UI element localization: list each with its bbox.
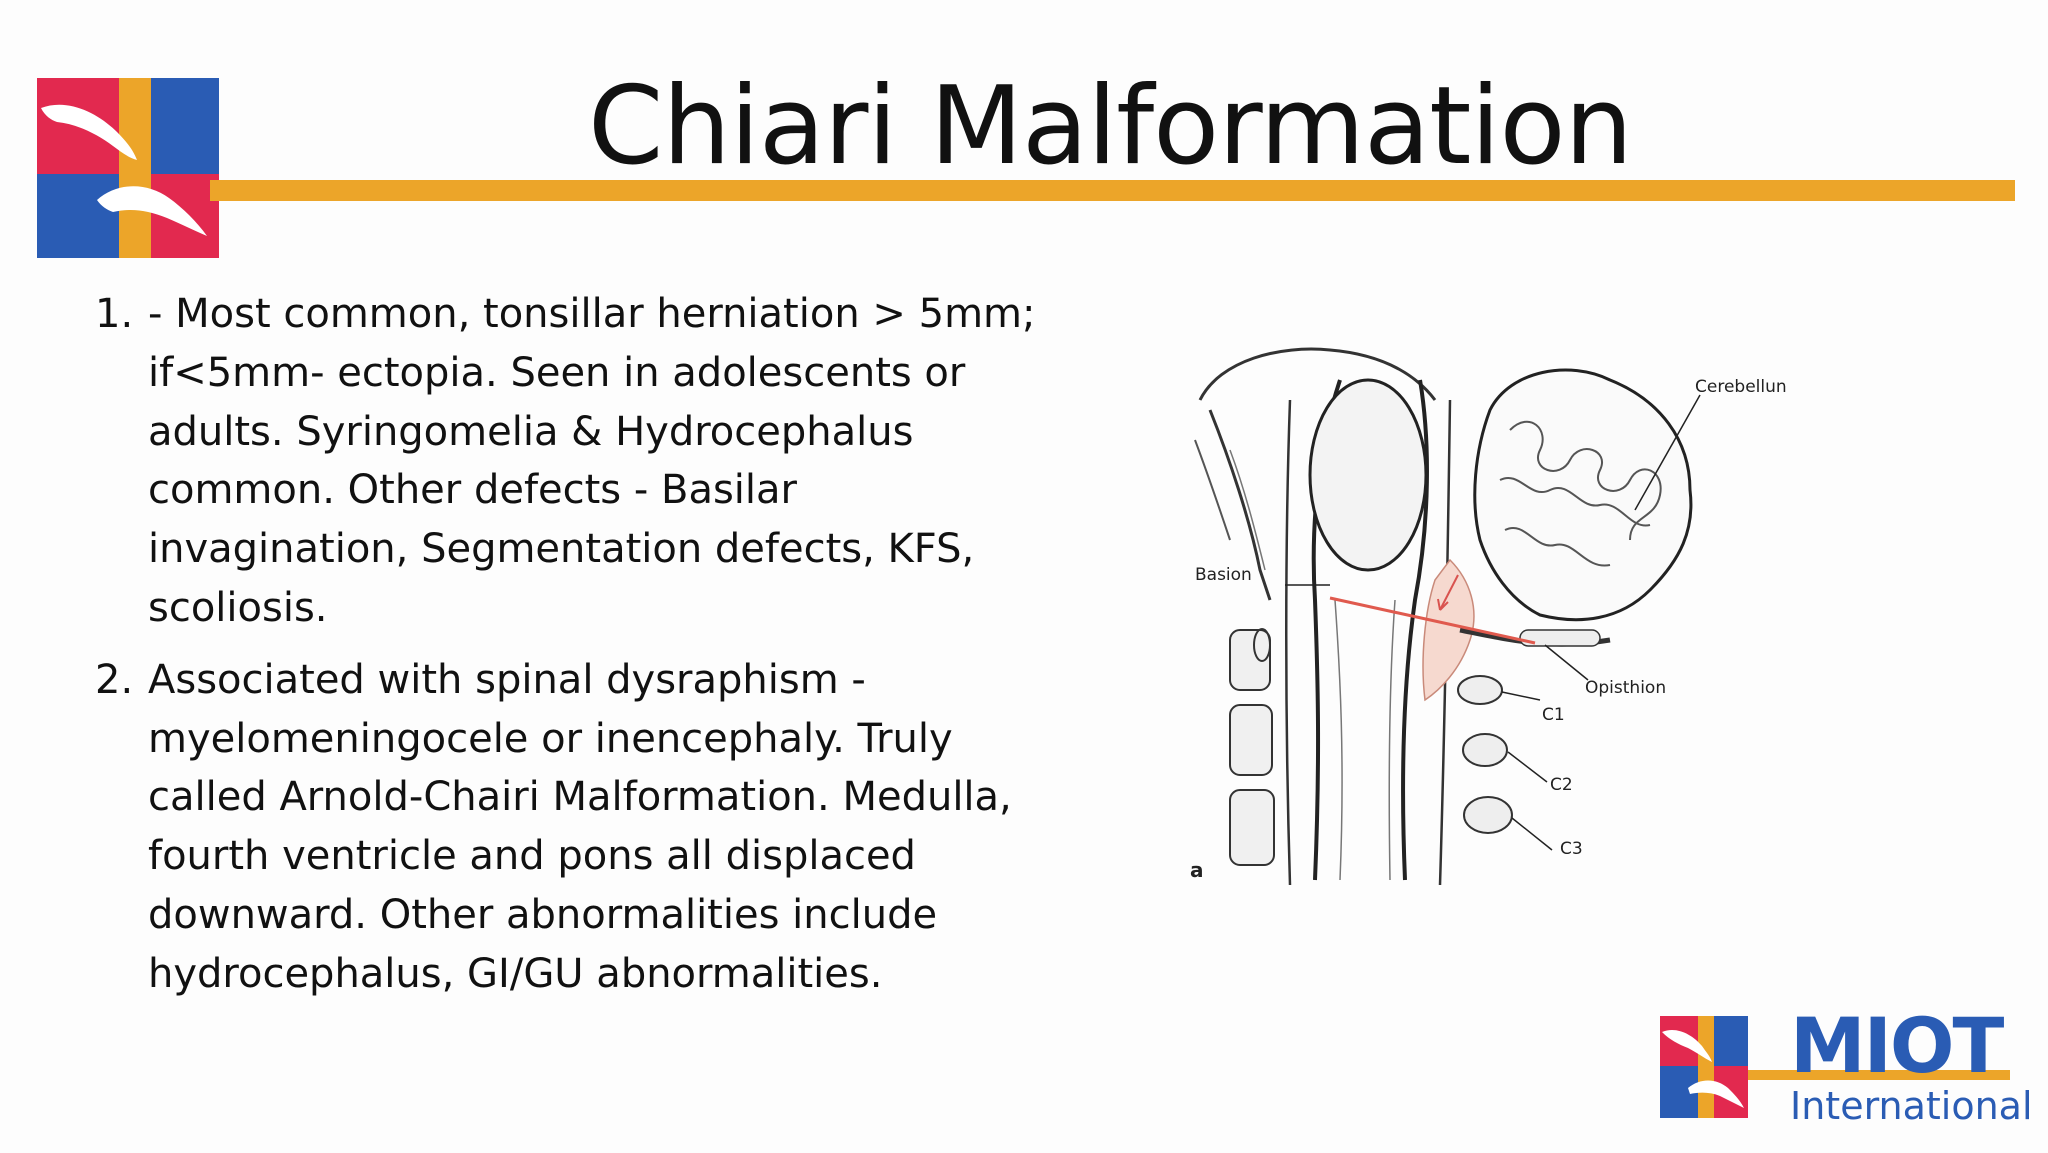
label-panel: a — [1190, 858, 1204, 882]
brand-subtitle: International — [1790, 1084, 2033, 1128]
slide-title: Chiari Malformation — [587, 64, 1633, 189]
content-list — [95, 285, 1055, 1004]
label-opisthion: Opisthion — [1585, 678, 1667, 698]
label-c3: C3 — [1560, 839, 1583, 859]
list-number: 1. — [95, 291, 134, 337]
list-text: Associated with spinal dysraphism - myelomeningocele or inencephaly. Truly called Arnold-Chairi Malformation. Medulla, fourth ventricle and pons all displaced downward. Other abnormalities include hydrocephalus, GI/GU abnormalities. — [148, 656, 1012, 997]
chiari-sagittal-diagram — [1190, 340, 1790, 900]
list-item — [95, 651, 1055, 1004]
label-c2: C2 — [1550, 775, 1573, 795]
brand-name: MIOT — [1790, 1001, 2003, 1090]
label-c1: C1 — [1542, 705, 1565, 725]
label-cerebellum: Cerebellun — [1695, 377, 1787, 397]
label-basion: Basion — [1195, 565, 1252, 585]
list-item — [95, 285, 1055, 638]
list-text: - Most common, tonsillar herniation > 5mm; if<5mm- ectopia. Seen in adolescents or adults. Syringomelia & Hydrocephalus common. Other defects - Basilar invagination, Segmentation defects, KFS, scoliosis. — [148, 291, 1036, 631]
list-number: 2. — [95, 656, 134, 703]
miot-emblem-logo — [37, 78, 219, 258]
